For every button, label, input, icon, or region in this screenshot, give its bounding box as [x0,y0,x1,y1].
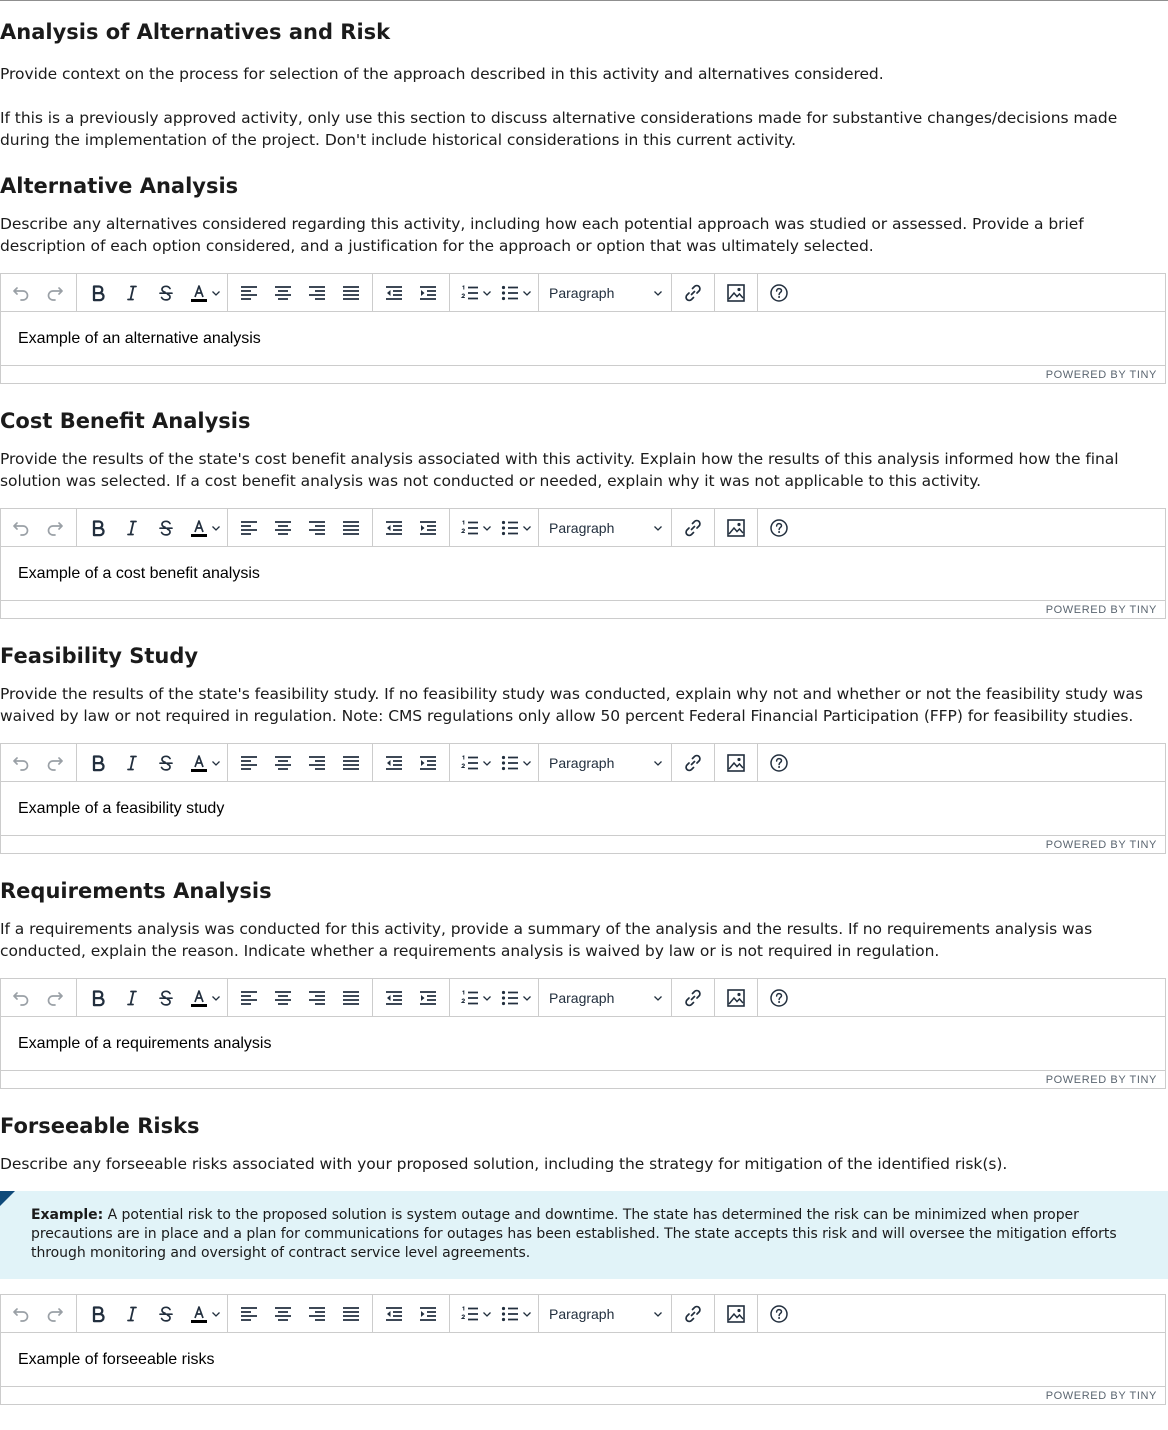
link-button[interactable] [676,981,710,1015]
strikethrough-icon [156,988,176,1008]
link-button[interactable] [676,511,710,545]
align-left-icon [239,753,259,773]
align-right-icon [307,988,327,1008]
align-left-icon [239,988,259,1008]
text-color-button[interactable] [183,981,223,1015]
block-format-select[interactable] [541,746,669,780]
section-description: If a requirements analysis was conducted for this activity, provide a summary of the analysis and the results. If no requirements analysis was conducted, explain the reason. Indicate whether a requirements analysis is waived by law or is not required in regulation. [0,920,1093,960]
editor-toolbar [1,744,1165,782]
redo-button[interactable] [38,511,72,545]
help-button[interactable] [762,746,796,780]
chevron-down-icon [482,1309,492,1319]
chevron-down-icon [211,523,221,533]
section-heading: Cost Benefit Analysis [0,409,251,433]
chevron-down-icon [653,993,663,1003]
align-center-button[interactable] [266,1297,300,1331]
bold-icon [88,988,108,1008]
chevron-down-icon [482,288,492,298]
text-color-icon [189,753,209,773]
bullet-list-icon [500,518,520,538]
editor-content-area[interactable] [1,312,1165,366]
bold-button[interactable] [81,746,115,780]
page-title: Analysis of Alternatives and Risk [0,20,391,44]
text-color-button[interactable] [183,1297,223,1331]
justify-button[interactable] [334,746,368,780]
help-button[interactable] [762,276,796,310]
undo-button[interactable] [4,746,38,780]
section-cost-benefit-analysis [0,406,1168,619]
section-heading: Forseeable Risks [0,1114,200,1138]
numbered-list-button[interactable] [454,746,494,780]
callout-text: A potential risk to the proposed solution is system outage and downtime. The state has determined the risk can be minimized when proper precautions are in place and a plan for communications for outages has been established. The state accepts this risk and will oversee the mitigation efforts through monitoring and oversight of contract service level agreements. [31,1207,1117,1261]
align-right-button[interactable] [300,276,334,310]
redo-button[interactable] [38,981,72,1015]
align-left-button[interactable] [232,981,266,1015]
block-format-select[interactable] [541,981,669,1015]
outdent-button[interactable] [377,981,411,1015]
italic-icon [122,283,142,303]
justify-icon [341,518,361,538]
italic-button[interactable] [115,746,149,780]
redo-icon [45,988,65,1008]
numbered-list-icon [460,283,480,303]
chevron-down-icon [653,1309,663,1319]
undo-button[interactable] [4,276,38,310]
chevron-down-icon [522,1309,532,1319]
bold-button[interactable] [81,981,115,1015]
chevron-down-icon [653,523,663,533]
italic-button[interactable] [115,511,149,545]
image-icon [726,1304,746,1324]
chevron-down-icon [522,523,532,533]
undo-icon [11,518,31,538]
outdent-icon [384,518,404,538]
bullet-list-button[interactable] [494,981,534,1015]
powered-by-tiny-link[interactable]: POWERED BY TINY [1045,1073,1157,1086]
italic-button[interactable] [115,276,149,310]
outdent-button[interactable] [377,1297,411,1331]
bullet-list-button[interactable] [494,511,534,545]
indent-button[interactable] [411,981,445,1015]
strikethrough-icon [156,1304,176,1324]
undo-button[interactable] [4,981,38,1015]
editor-toolbar [1,979,1165,1017]
editor-content-text: Example of a feasibility study [18,799,225,817]
rich-text-editor-feasibility-study [0,743,1166,854]
italic-button[interactable] [115,1297,149,1331]
help-icon [769,988,789,1008]
bold-button[interactable] [81,511,115,545]
text-color-button[interactable] [183,746,223,780]
align-center-icon [273,518,293,538]
powered-by-tiny-link[interactable]: POWERED BY TINY [1045,838,1157,851]
bold-button[interactable] [81,1297,115,1331]
editor-content-text: Example of a requirements analysis [18,1034,272,1052]
image-icon [726,518,746,538]
undo-button[interactable] [4,511,38,545]
outdent-button[interactable] [377,276,411,310]
link-icon [683,1304,703,1324]
chevron-down-icon [522,993,532,1003]
link-button[interactable] [676,746,710,780]
italic-button[interactable] [115,981,149,1015]
block-format-select[interactable] [541,276,669,310]
editor-content-text: Example of forseeable risks [18,1350,215,1368]
rich-text-editor-alternative-analysis [0,273,1166,384]
section-feasibility-study [0,641,1168,854]
bullet-list-button[interactable] [494,1297,534,1331]
undo-icon [11,753,31,773]
align-left-icon [239,518,259,538]
bullet-list-icon [500,753,520,773]
redo-button[interactable] [38,1297,72,1331]
chevron-down-icon [522,288,532,298]
help-button[interactable] [762,511,796,545]
outdent-icon [384,988,404,1008]
chevron-down-icon [653,758,663,768]
outdent-icon [384,283,404,303]
strikethrough-button[interactable] [149,1297,183,1331]
align-left-button[interactable] [232,276,266,310]
bold-icon [88,283,108,303]
bullet-list-icon [500,283,520,303]
section-heading: Alternative Analysis [0,174,239,198]
link-icon [683,518,703,538]
link-icon [683,753,703,773]
block-format-value: Paragraph [549,754,615,771]
numbered-list-icon [460,753,480,773]
redo-button[interactable] [38,746,72,780]
section-description: Describe any forseeable risks associated with your proposed solution, including the strategy for mitigation of the identified risk(s). [0,1155,1008,1173]
bullet-list-icon [500,988,520,1008]
editor-statusbar [1,1071,1165,1088]
align-left-button[interactable] [232,511,266,545]
chevron-down-icon [482,758,492,768]
indent-button[interactable] [411,511,445,545]
bullet-list-button[interactable] [494,276,534,310]
powered-by-tiny-link[interactable]: POWERED BY TINY [1045,1389,1157,1402]
chevron-down-icon [211,993,221,1003]
text-color-icon [189,518,209,538]
indent-icon [418,283,438,303]
editor-content-area[interactable] [1,782,1165,836]
callout-corner-marker [0,1191,15,1206]
undo-icon [11,1304,31,1324]
rich-text-editor-forseeable-risks [0,1294,1166,1405]
text-color-button[interactable] [183,511,223,545]
justify-button[interactable] [334,276,368,310]
editor-content-text: Example of an alternative analysis [18,329,261,347]
section-requirements-analysis [0,876,1168,1089]
outdent-icon [384,753,404,773]
editor-toolbar [1,274,1165,312]
example-callout [0,1191,1168,1279]
editor-toolbar [1,509,1165,547]
strikethrough-button[interactable] [149,981,183,1015]
chevron-down-icon [482,993,492,1003]
chevron-down-icon [211,288,221,298]
align-center-button[interactable] [266,981,300,1015]
redo-button[interactable] [38,276,72,310]
undo-button[interactable] [4,1297,38,1331]
editor-statusbar [1,601,1165,618]
bullet-list-icon [500,1304,520,1324]
editor-statusbar [1,1387,1165,1404]
align-center-icon [273,283,293,303]
redo-icon [45,1304,65,1324]
align-left-button[interactable] [232,746,266,780]
help-icon [769,1304,789,1324]
image-button[interactable] [719,981,753,1015]
image-icon [726,988,746,1008]
indent-button[interactable] [411,746,445,780]
section-forseeable-risks [0,1111,1168,1405]
link-button[interactable] [676,1297,710,1331]
help-button[interactable] [762,981,796,1015]
rich-text-editor-requirements-analysis [0,978,1166,1089]
help-icon [769,283,789,303]
chevron-down-icon [522,758,532,768]
text-color-icon [189,283,209,303]
block-format-value: Paragraph [549,1305,615,1322]
numbered-list-button[interactable] [454,511,494,545]
rich-text-editor-cost-benefit-analysis [0,508,1166,619]
align-right-icon [307,1304,327,1324]
block-format-value: Paragraph [549,989,615,1006]
align-right-icon [307,283,327,303]
justify-icon [341,988,361,1008]
bold-button[interactable] [81,276,115,310]
editor-content-area[interactable] [1,547,1165,601]
link-icon [683,988,703,1008]
italic-icon [122,988,142,1008]
align-right-button[interactable] [300,1297,334,1331]
align-right-button[interactable] [300,511,334,545]
section-description: Describe any alternatives considered regarding this activity, including how each potential approach was studied or assessed. Provide a brief description of each option considered, and a justification for the approach or option that was ultimately selected. [0,215,1084,255]
strikethrough-button[interactable] [149,746,183,780]
align-right-icon [307,753,327,773]
help-icon [769,753,789,773]
block-format-select[interactable] [541,511,669,545]
image-button[interactable] [719,746,753,780]
strikethrough-button[interactable] [149,511,183,545]
undo-icon [11,988,31,1008]
redo-icon [45,283,65,303]
align-left-icon [239,1304,259,1324]
text-color-button[interactable] [183,276,223,310]
strikethrough-icon [156,518,176,538]
block-format-select[interactable] [541,1297,669,1331]
intro-text-1: Provide context on the process for selection of the approach described in this activity and alternatives considered. [0,65,884,83]
align-center-icon [273,1304,293,1324]
strikethrough-button[interactable] [149,276,183,310]
block-format-value: Paragraph [549,284,615,301]
indent-icon [418,518,438,538]
image-button[interactable] [719,1297,753,1331]
italic-icon [122,518,142,538]
italic-icon [122,753,142,773]
top-divider [0,0,1168,1]
chevron-down-icon [482,523,492,533]
strikethrough-icon [156,753,176,773]
image-icon [726,283,746,303]
numbered-list-button[interactable] [454,276,494,310]
link-icon [683,283,703,303]
editor-statusbar [1,836,1165,853]
powered-by-tiny-link[interactable]: POWERED BY TINY [1045,368,1157,381]
bold-icon [88,518,108,538]
image-button[interactable] [719,276,753,310]
redo-icon [45,753,65,773]
callout-label: Example: [31,1207,104,1223]
justify-button[interactable] [334,511,368,545]
align-center-button[interactable] [266,746,300,780]
text-color-icon [189,988,209,1008]
numbered-list-icon [460,988,480,1008]
outdent-button[interactable] [377,746,411,780]
align-left-icon [239,283,259,303]
link-button[interactable] [676,276,710,310]
justify-icon [341,753,361,773]
indent-button[interactable] [411,1297,445,1331]
chevron-down-icon [211,758,221,768]
justify-button[interactable] [334,1297,368,1331]
image-button[interactable] [719,511,753,545]
section-description: Provide the results of the state's cost benefit analysis associated with this activity. Explain how the results of this analysis informed how the final solution was selected. If a cost benefit analysis was not conducted or needed, explain why it was not applicable to this activity. [0,450,1119,490]
strikethrough-icon [156,283,176,303]
justify-icon [341,1304,361,1324]
align-center-button[interactable] [266,276,300,310]
bold-icon [88,753,108,773]
editor-content-text: Example of a cost benefit analysis [18,564,260,582]
text-color-icon [189,1304,209,1324]
help-icon [769,518,789,538]
align-center-icon [273,753,293,773]
indent-icon [418,753,438,773]
block-format-value: Paragraph [549,519,615,536]
editor-toolbar [1,1295,1165,1333]
section-heading: Feasibility Study [0,644,199,668]
editor-content-area[interactable] [1,1333,1165,1387]
undo-icon [11,283,31,303]
align-center-button[interactable] [266,511,300,545]
editor-statusbar [1,366,1165,383]
justify-icon [341,283,361,303]
section-heading: Requirements Analysis [0,879,272,903]
numbered-list-button[interactable] [454,981,494,1015]
editor-content-area[interactable] [1,1017,1165,1071]
help-button[interactable] [762,1297,796,1331]
numbered-list-button[interactable] [454,1297,494,1331]
bullet-list-button[interactable] [494,746,534,780]
powered-by-tiny-link[interactable]: POWERED BY TINY [1045,603,1157,616]
numbered-list-icon [460,1304,480,1324]
redo-icon [45,518,65,538]
image-icon [726,753,746,773]
bold-icon [88,1304,108,1324]
numbered-list-icon [460,518,480,538]
align-center-icon [273,988,293,1008]
outdent-button[interactable] [377,511,411,545]
chevron-down-icon [653,288,663,298]
align-right-icon [307,518,327,538]
section-description: Provide the results of the state's feasibility study. If no feasibility study was conducted, explain why not and whether or not the feasibility study was waived by law or not required in regulation. Note: CMS regulations only allow 50 percent Federal Financial Participation (FFP) for feasibility studies. [0,685,1143,725]
align-right-button[interactable] [300,746,334,780]
indent-icon [418,988,438,1008]
italic-icon [122,1304,142,1324]
align-right-button[interactable] [300,981,334,1015]
chevron-down-icon [211,1309,221,1319]
align-left-button[interactable] [232,1297,266,1331]
indent-icon [418,1304,438,1324]
intro-text-2: If this is a previously approved activity, only use this section to discuss alternative considerations made for substantive changes/decisions made during the implementation of the project. Don't include historical considerations in this current activity. [0,109,1118,149]
indent-button[interactable] [411,276,445,310]
justify-button[interactable] [334,981,368,1015]
section-alternative-analysis [0,171,1168,384]
outdent-icon [384,1304,404,1324]
